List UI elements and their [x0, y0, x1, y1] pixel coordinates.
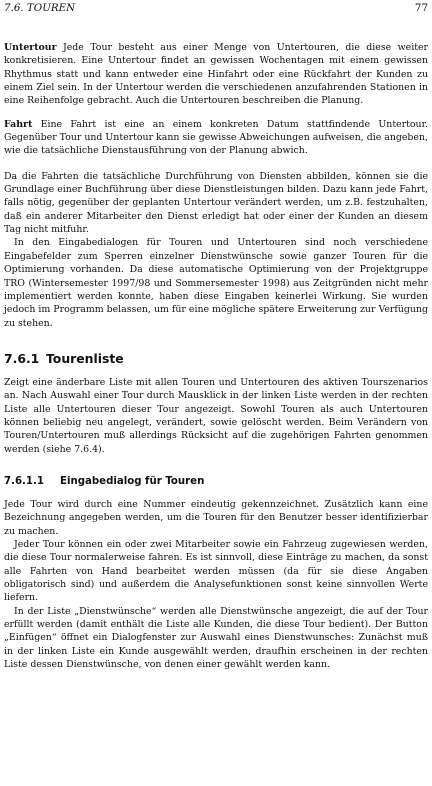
subsection-title: Eingabedialog für Touren: [60, 475, 205, 487]
section-number: 7.6.1: [4, 350, 40, 366]
definition-text: Eine Fahrt ist eine an einem konkreten Datum stattfindende Untertour. Gegenüber Tour und Untertour kann sie gewisse Abweichungen aufweisen, die angeben, wie die tatsächliche Dienstausführung von der Planung abwich.: [4, 118, 429, 157]
definition-term: Fahrt: [4, 118, 33, 130]
paragraph: Jeder Tour können ein oder zwei Mitarbeiter sowie ein Fahrzeug zugewiesen werden, die diese Tour normalerweise fahren. Es ist sinnvoll, diese Einträge zu machen, da sonst alle Fahrten von Hand bearbeitet werden müssen (da für sie diese Angaben obligatorisch sind) und außerdem die Analysefunktionen sonst keine sinnvollen Werte liefern.: [4, 538, 428, 604]
paragraph: In der Liste „Dienstwünsche“ werden alle Dienstwünsche angezeigt, die auf der Tour erfüllt werden (damit enthält die Liste alle Kunden, die diese Tour bedient). Der Button „Einfügen“ öffnet ein Dialogfenster zur Auswahl eines Dienstwunsches: Zunächst muß in der linken Liste ein Kunde ausgewählt werden, draufhin erscheinen in der rechten Liste dessen Dienstwünsche, von denen einer gewählt werden kann.: [4, 605, 428, 671]
section-heading: [4, 351, 428, 367]
paragraph: Jede Tour wird durch eine Nummer eindeutig gekennzeichnet. Zusätzlich kann eine Bezeichnung angegeben werden, um die Touren für den Benutzer besser identifizierbar zu machen.: [4, 498, 428, 537]
running-header: [4, 2, 428, 14]
paragraph: In den Eingabedialogen für Touren und Untertouren sind noch verschiedene Eingabefelder zum Sperren einzelner Dienstwünsche sowie ganzer Touren für die Optimierung vorhanden. Da diese automatische Optimierung von der Projektgruppe TRO (Wintersemester 1997/98 und Sommersemester 1998) aus Zeitgründen nicht mehr implementiert werden konnte, haben diese Eingaben keinerlei Wirkung. Sie wurden jedoch im Programm belassen, um für eine mögliche spätere Erweiterung zur Verfügung zu stehen.: [4, 237, 428, 329]
paragraph: Da die Fahrten die tatsächliche Durchführung von Diensten abbilden, können sie die Grundlage einer Buchführung über diese Dienstleistungen bilden. Dazu kann jede Fahrt, falls nötig, gegenüber der geplanten Untertour verändert werden, um z.B. festzuhalten, daß ein anderer Mitarbeiter den Dienst erledigt hat oder einer der Kunden an diesem Tag nicht mitfuhr.: [4, 170, 428, 236]
definition-term: Untertour: [4, 42, 57, 53]
definition-untertour: [4, 41, 428, 108]
definition-fahrt: [4, 118, 428, 158]
paragraph: Zeigt eine änderbare Liste mit allen Touren und Untertouren des aktiven Tourszenarios an. Nach Auswahl einer Tour durch Mausklick in der linken Liste werden in der rechten Liste alle Untertouren dieser Tour angezeigt. Sowohl Touren als auch Untertouren können beliebig neu angelegt, verändert, sowie gelöscht werden. Beim Verändern von Touren/Untertouren muß allerdings Rücksicht auf die zugehörigen Fahrten genommen werden (siehe 7.6.4).: [4, 376, 428, 455]
running-header-section: 7.6. TOUREN: [4, 2, 76, 14]
subsection-heading: [4, 475, 428, 489]
definition-text: Jede Tour besteht aus einer Menge von Untertouren, die diese weiter konkretisieren. Eine Untertour findet an gewissen Wochentagen mit einem gewissen Rhythmus statt und kann entweder eine Hinfahrt oder eine Rückfahrt der Kunden zu einem Ziel sein. In der Untertour werden die verschiedenen anzufahrenden Stationen in eine Reihenfolge gebracht. Auch die Untertouren beschreiben die Planung.: [4, 42, 428, 107]
subsection-number: 7.6.1.1: [4, 475, 44, 487]
section-title: Tourenliste: [46, 350, 124, 366]
page-number: 77: [414, 2, 428, 14]
